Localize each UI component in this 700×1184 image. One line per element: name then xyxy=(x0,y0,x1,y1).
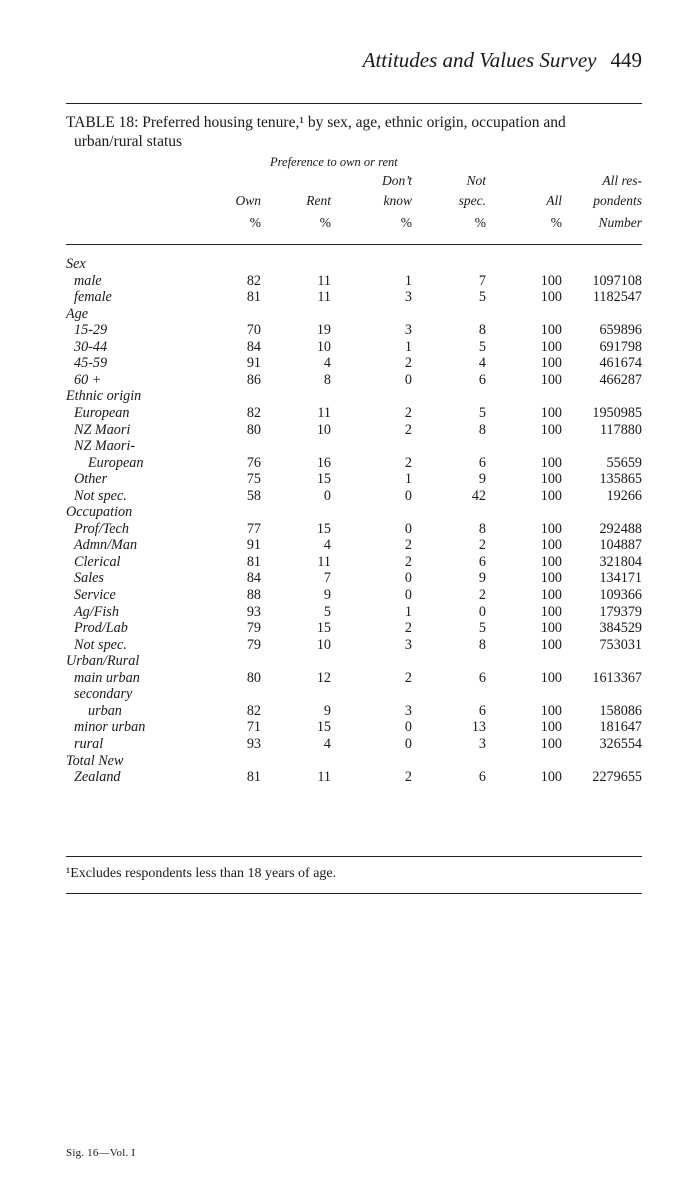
cell-col-4: 5 xyxy=(478,338,486,355)
row-label: European xyxy=(74,404,130,421)
column-header-6-line1: All res- xyxy=(602,173,642,188)
cell-col-5: 100 xyxy=(540,322,562,339)
row-label: Not spec. xyxy=(74,636,127,653)
row-label: 15-29 xyxy=(74,322,108,339)
cell-col-4: 6 xyxy=(478,454,486,471)
table-row xyxy=(66,753,642,769)
cell-col-6: 1182547 xyxy=(592,289,642,306)
cell-col-5: 100 xyxy=(540,454,562,471)
cell-col-1: 84 xyxy=(246,338,261,355)
table-row xyxy=(66,405,642,421)
column-header-4-line1: Not xyxy=(466,173,486,188)
table-row xyxy=(66,273,642,289)
cell-col-5: 100 xyxy=(540,735,562,752)
cell-col-1: 91 xyxy=(246,355,261,372)
cell-col-2: 4 xyxy=(323,537,331,554)
cell-col-4: 2 xyxy=(478,537,486,554)
table-row xyxy=(66,372,642,388)
row-group-label: Age xyxy=(66,305,89,322)
cell-col-3: 3 xyxy=(404,702,412,719)
cell-col-6: 158086 xyxy=(599,702,642,719)
cell-col-3: 1 xyxy=(404,338,412,355)
signature-ref: Sig. 16—Vol. I xyxy=(66,1147,136,1159)
cell-col-1: 93 xyxy=(246,735,261,752)
cell-col-4: 5 xyxy=(478,404,486,421)
row-label: Prof/Tech xyxy=(74,520,129,537)
cell-col-5: 100 xyxy=(540,702,562,719)
cell-col-6: 461674 xyxy=(599,355,642,372)
cell-col-1: 86 xyxy=(246,371,261,388)
cell-col-6: 135865 xyxy=(599,471,642,488)
cell-col-3: 0 xyxy=(404,487,412,504)
top-rule xyxy=(66,103,642,104)
row-label: Service xyxy=(74,587,116,603)
cell-col-4: 8 xyxy=(478,636,486,653)
caption-line-2: urban/rural status xyxy=(74,133,183,150)
preference-header: Preference to own or rent xyxy=(270,155,398,169)
row-label: Zealand xyxy=(74,769,121,786)
table-caption xyxy=(66,113,642,151)
cell-col-3: 2 xyxy=(404,421,412,438)
cell-col-2: 10 xyxy=(316,338,331,355)
row-label: 60 + xyxy=(74,371,102,388)
cell-col-6: 384529 xyxy=(599,620,642,637)
cell-col-6: 292488 xyxy=(599,520,642,537)
cell-col-4: 9 xyxy=(478,471,486,488)
table-row xyxy=(66,587,642,603)
cell-col-1: 70 xyxy=(246,322,261,339)
cell-col-4: 3 xyxy=(478,735,486,752)
cell-col-1: 81 xyxy=(246,289,261,306)
cell-col-6: 19266 xyxy=(606,487,642,504)
cell-col-5: 100 xyxy=(540,620,562,637)
cell-col-3: 1 xyxy=(404,471,412,488)
running-head-title: Attitudes and Values Survey xyxy=(362,48,597,72)
table-row xyxy=(66,537,642,553)
cell-col-6: 691798 xyxy=(599,338,642,355)
cell-col-4: 4 xyxy=(478,355,486,372)
cell-col-2: 15 xyxy=(316,520,331,537)
table-row xyxy=(66,471,642,487)
table-row xyxy=(66,736,642,752)
cell-col-2: 4 xyxy=(323,735,331,752)
cell-col-3: 0 xyxy=(404,520,412,537)
row-group-label: Total New xyxy=(66,752,124,769)
table-row xyxy=(66,256,642,272)
caption-line-1: TABLE 18: Preferred housing tenure,¹ by sex, age, ethnic origin, occupation and xyxy=(66,114,566,131)
column-header-3-line3: % xyxy=(400,215,412,230)
row-label: Not spec. xyxy=(74,487,127,504)
cell-col-4: 5 xyxy=(478,620,486,637)
cell-col-3: 2 xyxy=(404,454,412,471)
table-row xyxy=(66,570,642,586)
table-row xyxy=(66,438,642,454)
cell-col-4: 8 xyxy=(478,520,486,537)
cell-col-3: 0 xyxy=(404,735,412,752)
cell-col-5: 100 xyxy=(540,371,562,388)
cell-col-4: 8 xyxy=(478,421,486,438)
row-label: minor urban xyxy=(74,719,146,736)
cell-col-6: 134171 xyxy=(599,570,642,587)
row-label: Ag/Fish xyxy=(74,603,119,620)
cell-col-2: 11 xyxy=(317,404,331,421)
cell-col-2: 10 xyxy=(316,421,331,438)
cell-col-3: 2 xyxy=(404,553,412,570)
column-header-1-line2: Own xyxy=(235,193,261,208)
table-bottom-rule xyxy=(66,856,642,857)
page-number: 449 xyxy=(610,48,642,72)
cell-col-1: 79 xyxy=(246,620,261,637)
cell-col-1: 84 xyxy=(246,570,261,587)
table-row xyxy=(66,620,642,636)
cell-col-1: 71 xyxy=(246,719,261,736)
column-header-1-line3: % xyxy=(249,215,261,230)
cell-col-2: 0 xyxy=(323,487,331,504)
column-header-2-line2: Rent xyxy=(306,193,331,208)
cell-col-5: 100 xyxy=(540,487,562,504)
cell-col-3: 0 xyxy=(404,570,412,587)
cell-col-4: 6 xyxy=(478,669,486,686)
cell-col-4: 6 xyxy=(478,371,486,388)
cell-col-2: 9 xyxy=(323,702,331,719)
row-label: 45-59 xyxy=(74,355,108,372)
row-label: Sales xyxy=(74,570,104,587)
cell-col-6: 659896 xyxy=(599,322,642,339)
cell-col-2: 15 xyxy=(316,471,331,488)
table-row xyxy=(66,769,642,785)
table-row xyxy=(66,289,642,305)
cell-col-1: 81 xyxy=(246,553,261,570)
row-label: NZ Maori xyxy=(74,421,131,438)
cell-col-4: 7 xyxy=(478,272,486,289)
cell-col-6: 1950985 xyxy=(592,404,642,421)
cell-col-3: 0 xyxy=(404,371,412,388)
cell-col-5: 100 xyxy=(540,272,562,289)
cell-col-4: 8 xyxy=(478,322,486,339)
cell-col-3: 3 xyxy=(404,636,412,653)
cell-col-2: 7 xyxy=(323,570,331,587)
cell-col-6: 109366 xyxy=(599,587,642,603)
cell-col-4: 0 xyxy=(478,603,486,620)
row-label: secondary xyxy=(74,686,133,703)
table-row xyxy=(66,653,642,669)
cell-col-6: 1613367 xyxy=(592,669,642,686)
cell-col-2: 15 xyxy=(316,719,331,736)
table-row xyxy=(66,719,642,735)
cell-col-1: 75 xyxy=(246,471,261,488)
column-header-3-line2: know xyxy=(383,193,412,208)
cell-col-3: 2 xyxy=(404,769,412,786)
cell-col-1: 82 xyxy=(246,702,261,719)
cell-col-1: 82 xyxy=(246,404,261,421)
cell-col-2: 11 xyxy=(317,289,331,306)
column-header-6-line3: Number xyxy=(598,215,642,230)
table-row xyxy=(66,637,642,653)
cell-col-2: 19 xyxy=(316,322,331,339)
cell-col-5: 100 xyxy=(540,719,562,736)
row-label: rural xyxy=(74,735,104,752)
cell-col-6: 104887 xyxy=(599,537,642,554)
cell-col-5: 100 xyxy=(540,603,562,620)
table-row xyxy=(66,388,642,404)
column-header-5-line2: All xyxy=(546,193,562,208)
cell-col-4: 6 xyxy=(478,702,486,719)
cell-col-4: 9 xyxy=(478,570,486,587)
cell-col-5: 100 xyxy=(540,421,562,438)
table-row xyxy=(66,455,642,471)
cell-col-4: 42 xyxy=(471,487,486,504)
table-row xyxy=(66,554,642,570)
column-header-3-line1: Don’t xyxy=(382,173,412,188)
cell-col-4: 6 xyxy=(478,553,486,570)
cell-col-5: 100 xyxy=(540,338,562,355)
cell-col-1: 79 xyxy=(246,636,261,653)
row-label: Admn/Man xyxy=(74,537,138,554)
column-header-2-line3: % xyxy=(319,215,331,230)
row-label: male xyxy=(74,272,102,289)
cell-col-5: 100 xyxy=(540,289,562,306)
cell-col-6: 466287 xyxy=(599,371,642,388)
cell-col-4: 6 xyxy=(478,769,486,786)
cell-col-2: 11 xyxy=(317,769,331,786)
row-label: urban xyxy=(88,702,122,719)
cell-col-5: 100 xyxy=(540,636,562,653)
cell-col-3: 2 xyxy=(404,355,412,372)
column-header-5-line3: % xyxy=(550,215,562,230)
row-label: Clerical xyxy=(74,553,121,570)
cell-col-6: 321804 xyxy=(599,553,642,570)
cell-col-5: 100 xyxy=(540,587,562,603)
cell-col-4: 13 xyxy=(471,719,486,736)
cell-col-2: 4 xyxy=(323,355,331,372)
cell-col-5: 100 xyxy=(540,570,562,587)
row-label: Other xyxy=(74,471,108,488)
cell-col-3: 2 xyxy=(404,620,412,637)
running-head xyxy=(0,48,642,73)
table-row xyxy=(66,306,642,322)
cell-col-6: 1097108 xyxy=(592,272,642,289)
cell-col-1: 58 xyxy=(246,487,261,504)
table-row xyxy=(66,355,642,371)
row-group-label: Ethnic origin xyxy=(66,388,142,405)
cell-col-6: 753031 xyxy=(599,636,642,653)
cell-col-2: 5 xyxy=(323,603,331,620)
table-row xyxy=(66,339,642,355)
cell-col-3: 2 xyxy=(404,537,412,554)
cell-col-5: 100 xyxy=(540,355,562,372)
cell-col-3: 1 xyxy=(404,603,412,620)
cell-col-5: 100 xyxy=(540,471,562,488)
cell-col-3: 2 xyxy=(404,404,412,421)
column-header-4-line2: spec. xyxy=(458,193,486,208)
cell-col-2: 8 xyxy=(323,371,331,388)
table-row xyxy=(66,504,642,520)
cell-col-5: 100 xyxy=(540,669,562,686)
cell-col-6: 2279655 xyxy=(592,769,642,786)
cell-col-6: 326554 xyxy=(599,735,642,752)
cell-col-6: 179379 xyxy=(599,603,642,620)
cell-col-4: 5 xyxy=(478,289,486,306)
table-row xyxy=(66,322,642,338)
row-label: 30-44 xyxy=(74,338,108,355)
cell-col-6: 181647 xyxy=(599,719,642,736)
footnote: ¹Excludes respondents less than 18 years of age. xyxy=(66,866,337,881)
cell-col-2: 11 xyxy=(317,553,331,570)
cell-col-2: 12 xyxy=(316,669,331,686)
cell-col-1: 80 xyxy=(246,669,261,686)
cell-col-5: 100 xyxy=(540,769,562,786)
cell-col-1: 82 xyxy=(246,272,261,289)
cell-col-5: 100 xyxy=(540,404,562,421)
row-label: female xyxy=(74,289,112,306)
row-group-label: Urban/Rural xyxy=(66,653,140,670)
table-row xyxy=(66,604,642,620)
cell-col-5: 100 xyxy=(540,520,562,537)
table-row xyxy=(66,670,642,686)
header-rule xyxy=(66,244,642,245)
cell-col-2: 15 xyxy=(316,620,331,637)
table-row xyxy=(66,521,642,537)
row-group-label: Sex xyxy=(66,256,86,272)
footnote-rule xyxy=(66,893,642,894)
table-row xyxy=(66,686,642,702)
cell-col-3: 1 xyxy=(404,272,412,289)
cell-col-5: 100 xyxy=(540,537,562,554)
cell-col-1: 91 xyxy=(246,537,261,554)
cell-col-2: 9 xyxy=(323,587,331,603)
cell-col-2: 16 xyxy=(316,454,331,471)
row-label: European xyxy=(88,454,144,471)
cell-col-1: 81 xyxy=(246,769,261,786)
cell-col-3: 3 xyxy=(404,322,412,339)
table-row xyxy=(66,703,642,719)
cell-col-6: 55659 xyxy=(606,454,642,471)
cell-col-2: 11 xyxy=(317,272,331,289)
cell-col-4: 2 xyxy=(478,587,486,603)
row-label: Prod/Lab xyxy=(74,620,128,637)
cell-col-3: 3 xyxy=(404,289,412,306)
column-header-6-line2: pondents xyxy=(593,193,642,208)
cell-col-3: 0 xyxy=(404,719,412,736)
table-row xyxy=(66,488,642,504)
cell-col-1: 76 xyxy=(246,454,261,471)
table-row xyxy=(66,422,642,438)
cell-col-1: 93 xyxy=(246,603,261,620)
column-header-4-line3: % xyxy=(474,215,486,230)
row-label: NZ Maori- xyxy=(74,438,136,455)
cell-col-1: 80 xyxy=(246,421,261,438)
cell-col-6: 117880 xyxy=(599,421,642,438)
cell-col-3: 0 xyxy=(404,587,412,603)
cell-col-3: 2 xyxy=(404,669,412,686)
cell-col-1: 88 xyxy=(246,587,261,603)
row-label: main urban xyxy=(74,669,140,686)
cell-col-2: 10 xyxy=(316,636,331,653)
cell-col-1: 77 xyxy=(246,520,261,537)
row-group-label: Occupation xyxy=(66,504,133,521)
cell-col-5: 100 xyxy=(540,553,562,570)
